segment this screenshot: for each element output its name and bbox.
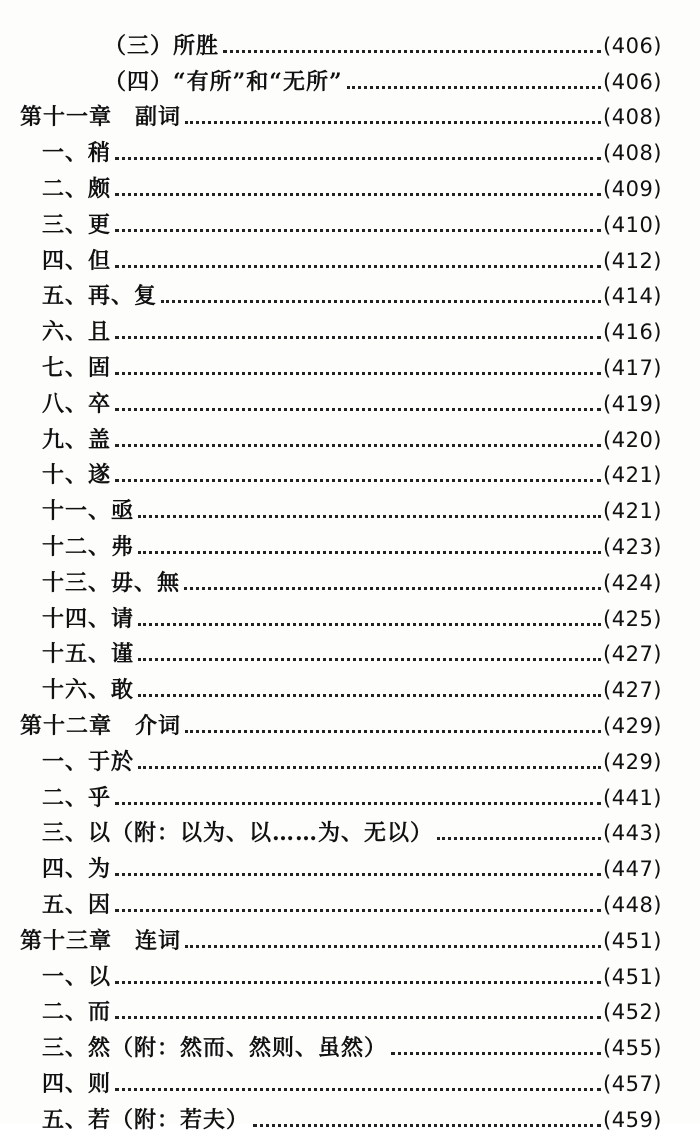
toc-entry-page: (417) xyxy=(603,355,662,380)
toc-entry-page: (409) xyxy=(603,176,662,201)
toc-entry-page: (447) xyxy=(603,857,662,882)
toc-entry-title: 一、于於 xyxy=(42,748,135,775)
toc-entry-title: 十四、请 xyxy=(42,605,135,632)
dot-leader xyxy=(347,86,601,89)
toc-entry-title: （四）“有所”和“无所” xyxy=(104,68,343,95)
toc-chapter xyxy=(0,96,700,132)
dot-leader xyxy=(115,408,601,411)
toc-entry xyxy=(0,418,700,454)
toc-entry-title: 一、稍 xyxy=(42,140,112,167)
toc-entry-title: 十一、亟 xyxy=(42,498,135,525)
toc-entry-title: 五、因 xyxy=(42,891,112,918)
toc-entry-title: 九、盖 xyxy=(42,426,112,453)
toc-entry-page: (427) xyxy=(603,642,662,667)
toc-entry-page: (427) xyxy=(603,678,662,703)
toc-entry-title: 十二、弗 xyxy=(42,533,135,560)
dot-leader xyxy=(437,837,601,840)
dot-leader xyxy=(115,873,601,876)
toc-entry-page: (408) xyxy=(603,105,662,130)
toc-entry xyxy=(0,489,700,525)
toc-entry-title: 二、颇 xyxy=(42,175,112,202)
toc-entry-page: (452) xyxy=(603,1000,662,1025)
dot-leader xyxy=(138,658,601,661)
toc-entry-title: 一、以 xyxy=(42,963,112,990)
toc-entry-page: (451) xyxy=(603,928,662,953)
dot-leader xyxy=(115,372,601,375)
toc-entry xyxy=(0,239,700,275)
toc-entry xyxy=(0,454,700,490)
toc-entry xyxy=(0,24,700,60)
toc-entry xyxy=(0,60,700,96)
toc-entry-page: (408) xyxy=(603,141,662,166)
toc-entry-page: (457) xyxy=(603,1071,662,1096)
toc-chapter xyxy=(0,919,700,955)
toc-entry-title: 四、为 xyxy=(42,856,112,883)
toc-entry-page: (429) xyxy=(603,749,662,774)
dot-leader xyxy=(138,515,601,518)
toc-entry-title: 三、以（附：以为、以……为、无以） xyxy=(42,820,434,847)
toc-entry-page: (441) xyxy=(603,785,662,810)
toc-entry-page: (414) xyxy=(603,284,662,309)
toc-entry-page: (455) xyxy=(603,1036,662,1061)
dot-leader xyxy=(253,1124,601,1127)
dot-leader xyxy=(185,945,601,948)
toc-entry-title: 四、则 xyxy=(42,1070,112,1097)
dot-leader xyxy=(115,1088,601,1091)
dot-leader xyxy=(115,1016,601,1019)
toc-entry-title: 五、再、复 xyxy=(42,283,158,310)
dot-leader xyxy=(115,229,601,232)
toc-entry-page: (459) xyxy=(603,1107,662,1132)
dot-leader xyxy=(138,623,601,626)
toc-entry-page: (406) xyxy=(603,69,662,94)
toc-entry-title: 三、更 xyxy=(42,211,112,238)
toc-entry xyxy=(0,275,700,311)
dot-leader xyxy=(138,766,601,769)
toc-chapter-title: 第十一章 副词 xyxy=(20,104,182,131)
toc-entry xyxy=(0,847,700,883)
toc-entry-page: (429) xyxy=(603,713,662,738)
toc-entry-page: (406) xyxy=(603,33,662,58)
toc-entry xyxy=(0,668,700,704)
toc-entry xyxy=(0,382,700,418)
toc-entry-title: 十三、毋、無 xyxy=(42,569,181,596)
dot-leader xyxy=(115,802,601,805)
dot-leader xyxy=(115,265,601,268)
toc-entry-page: (423) xyxy=(603,534,662,559)
dot-leader xyxy=(115,157,601,160)
toc-entry xyxy=(0,203,700,239)
dot-leader xyxy=(391,1052,601,1055)
toc-entry-title: 三、然（附：然而、然则、虽然） xyxy=(42,1035,388,1062)
toc-entry-page: (443) xyxy=(603,821,662,846)
toc-entry-title: 六、且 xyxy=(42,319,112,346)
toc-entry xyxy=(0,883,700,919)
toc-entry xyxy=(0,346,700,382)
toc-entry-title: 十六、敢 xyxy=(42,677,135,704)
toc-entry xyxy=(0,740,700,776)
toc-entry xyxy=(0,1098,700,1134)
dot-leader xyxy=(138,694,601,697)
dot-leader xyxy=(115,193,601,196)
dot-leader xyxy=(223,50,601,53)
dot-leader xyxy=(115,444,601,447)
toc-entry-page: (416) xyxy=(603,320,662,345)
dot-leader xyxy=(185,730,601,733)
toc-chapter xyxy=(0,704,700,740)
toc-entry xyxy=(0,633,700,669)
toc-entry-page: (419) xyxy=(603,391,662,416)
toc-entry xyxy=(0,597,700,633)
dot-leader xyxy=(115,909,601,912)
toc-entry xyxy=(0,525,700,561)
toc-entry xyxy=(0,991,700,1027)
toc-entry xyxy=(0,561,700,597)
toc-entry-title: 二、乎 xyxy=(42,784,112,811)
toc-entry-title: 十、遂 xyxy=(42,462,112,489)
toc-entry xyxy=(0,1026,700,1062)
toc-entry xyxy=(0,310,700,346)
toc-entry-title: 四、但 xyxy=(42,247,112,274)
toc-entry-title: 十五、谨 xyxy=(42,641,135,668)
dot-leader xyxy=(115,479,601,482)
dot-leader xyxy=(161,300,601,303)
dot-leader xyxy=(138,551,601,554)
toc-entry xyxy=(0,1062,700,1098)
toc-entry-page: (448) xyxy=(603,892,662,917)
dot-leader xyxy=(185,121,601,124)
dot-leader xyxy=(115,981,601,984)
toc-entry-page: (410) xyxy=(603,212,662,237)
toc-entry xyxy=(0,776,700,812)
toc-entry xyxy=(0,167,700,203)
dot-leader xyxy=(184,587,601,590)
toc-entry-page: (451) xyxy=(603,964,662,989)
toc-entry-title: 八、卒 xyxy=(42,390,112,417)
toc-entry-title: 七、固 xyxy=(42,354,112,381)
toc-entry-page: (421) xyxy=(603,499,662,524)
table-of-contents xyxy=(0,24,700,1134)
toc-entry-page: (420) xyxy=(603,427,662,452)
toc-chapter-title: 第十三章 连词 xyxy=(20,927,182,954)
toc-entry xyxy=(0,955,700,991)
toc-entry-page: (425) xyxy=(603,606,662,631)
toc-entry-title: 二、而 xyxy=(42,999,112,1026)
toc-entry xyxy=(0,131,700,167)
toc-chapter-title: 第十二章 介词 xyxy=(20,712,182,739)
toc-entry-title: 五、若（附：若夫） xyxy=(42,1106,250,1133)
dot-leader xyxy=(115,336,601,339)
toc-entry-page: (424) xyxy=(603,570,662,595)
toc-entry-page: (421) xyxy=(603,463,662,488)
toc-entry-page: (412) xyxy=(603,248,662,273)
toc-entry-title: （三）所胜 xyxy=(104,32,220,59)
toc-entry xyxy=(0,812,700,848)
